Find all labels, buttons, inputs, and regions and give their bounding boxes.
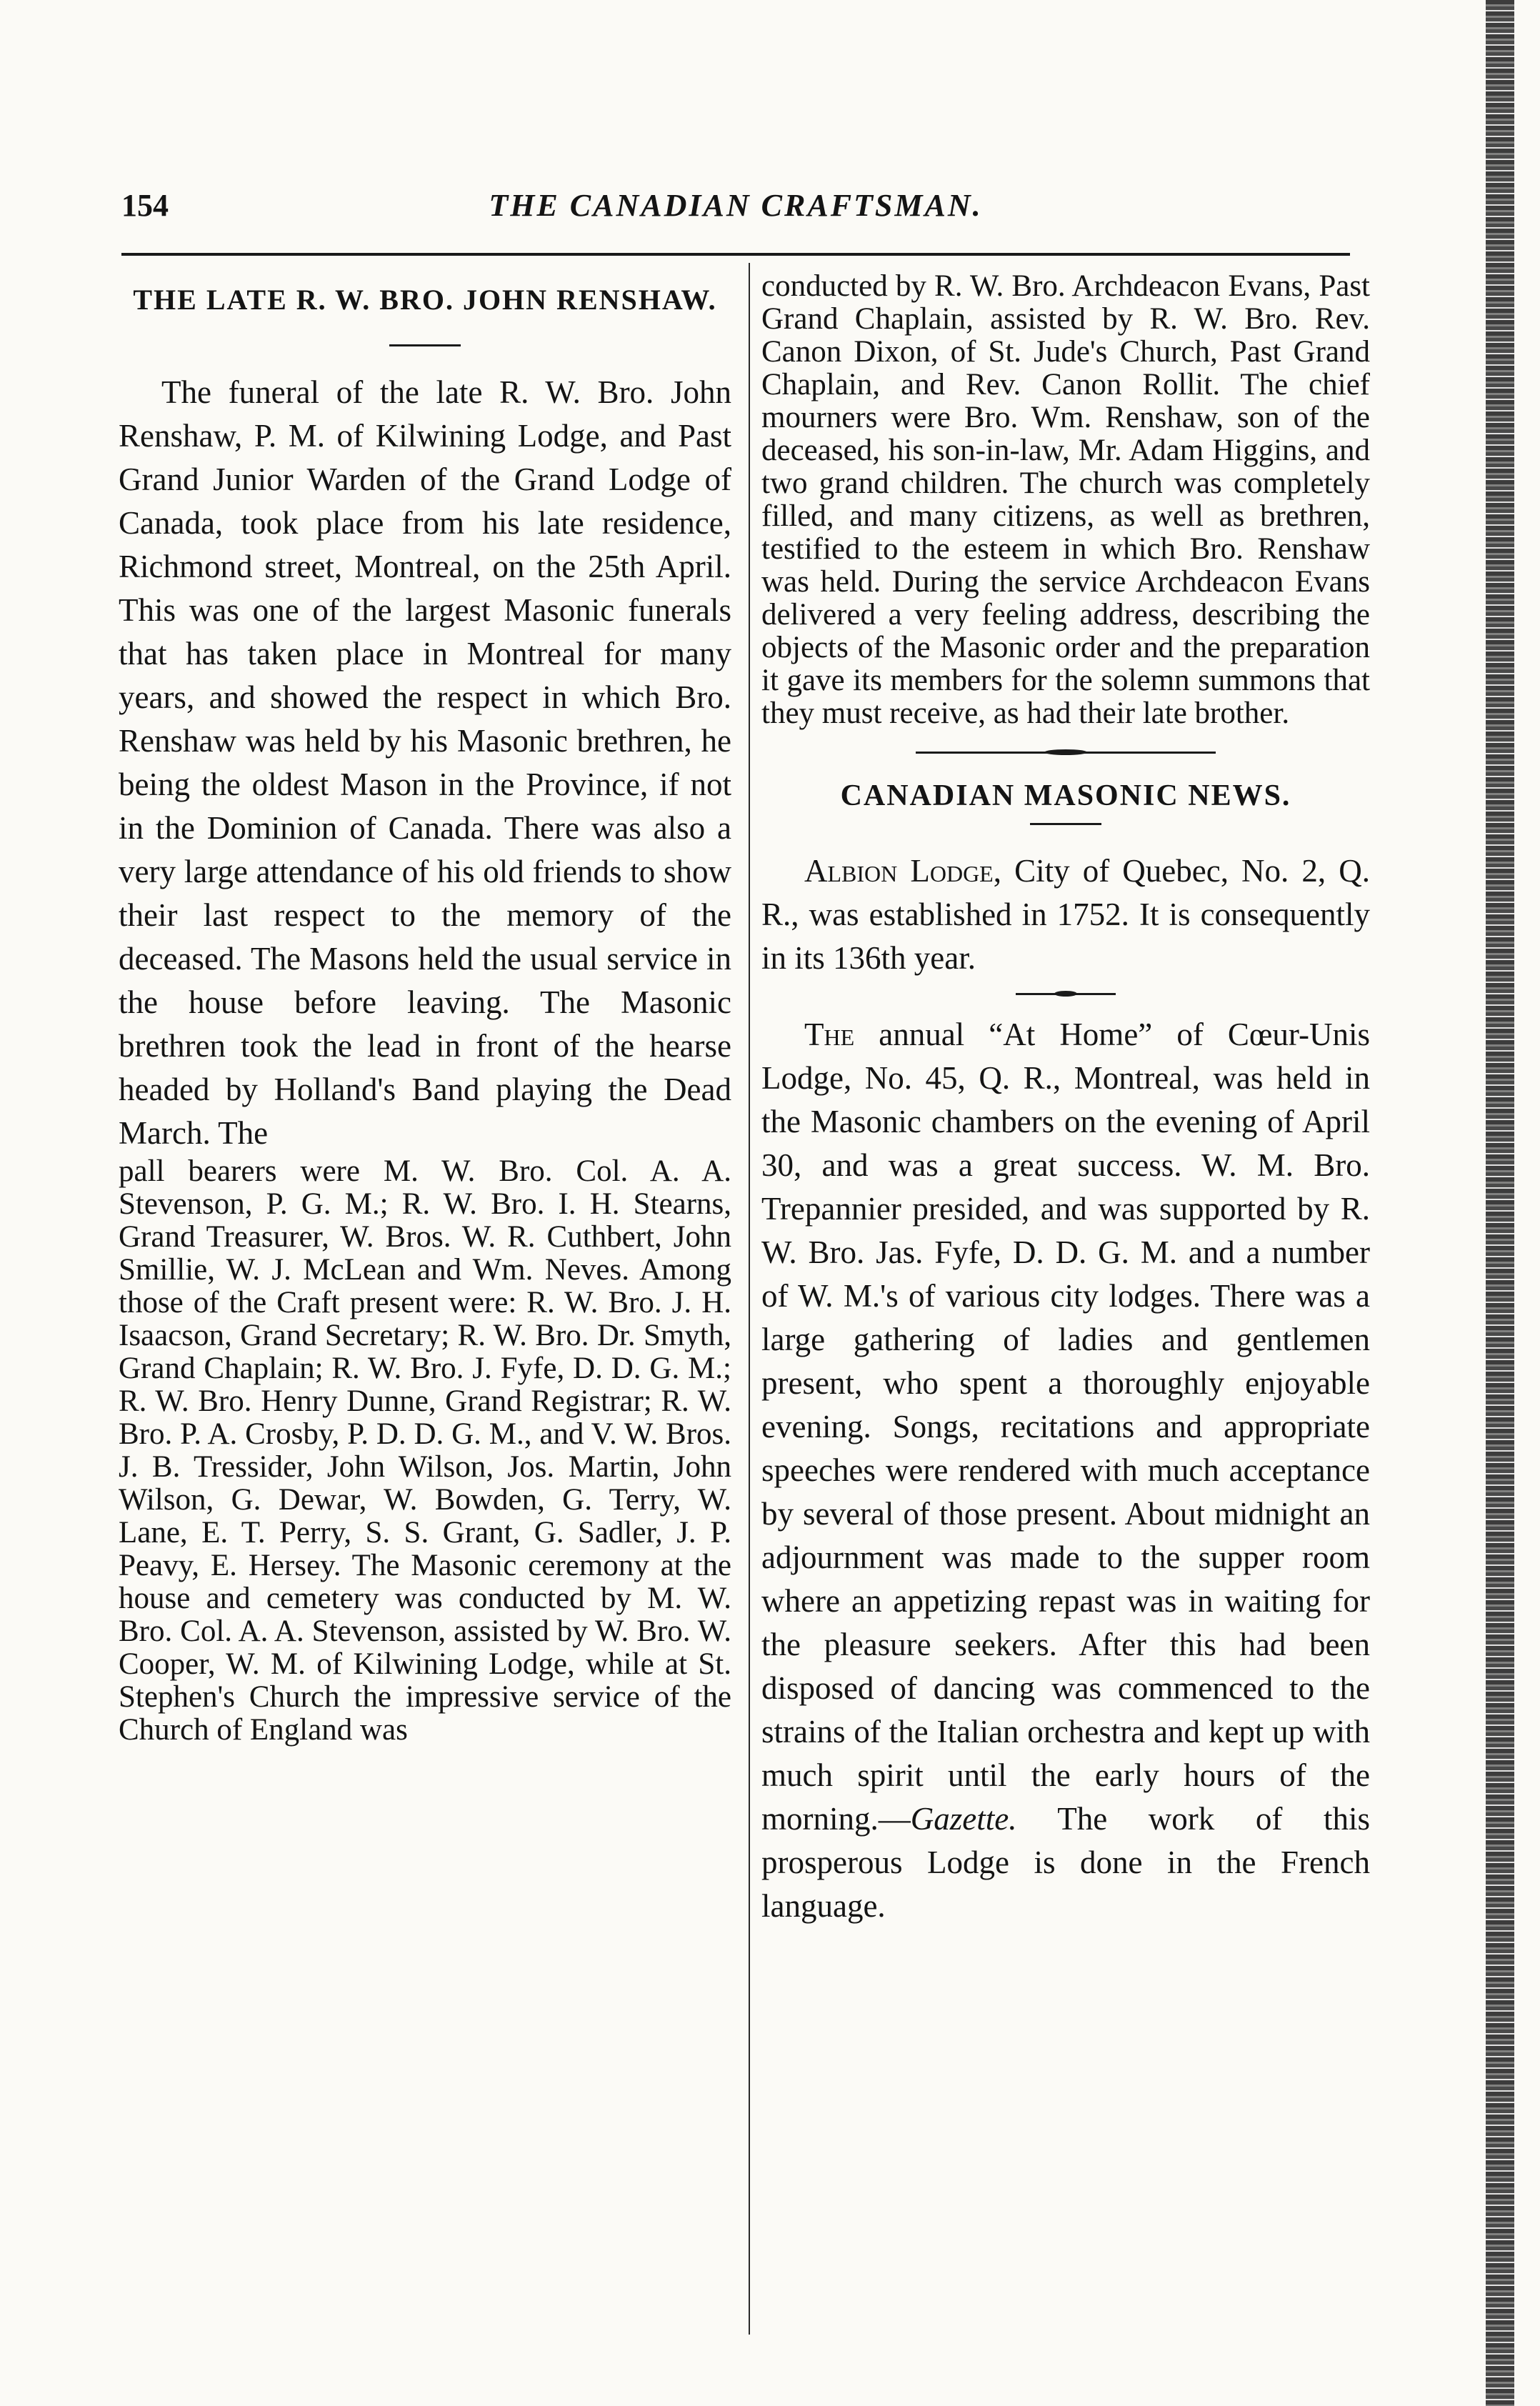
header-rule xyxy=(121,253,1350,256)
article-paragraph: The funeral of the late R. W. Bro. John Renshaw, P. M. of Kilwining Lodge, and Past Grand Junior Warden of the Grand Lodge of Canada, took place from his late residence, Richmond street, Montreal, on the 25th April. This was one of the largest Masonic funerals that has taken place in Montreal for many years, and showed the respect in which Bro. Renshaw was held by his Masonic brethren, he being the oldest Mason in the Province, if not in the Dominion of Canada. There was also a very large attendance of his old friends to show their last respect to the memory of the deceased. The Masons held the usual service in the house before leaving. The Masonic brethren took the lead in front of the hearse headed by Holland's Band playing the Dead March. The xyxy=(119,374,731,1151)
news-item-ending: The work of this prosperous Lodge is done in the French language. xyxy=(761,1801,1370,1924)
page-header xyxy=(121,187,1350,244)
article-paragraph-dense: pall bearers were M. W. Bro. Col. A. A. Stevenson, P. G. M.; R. W. Bro. I. H. Stearns, Grand Treasurer, W. Bros. W. R. Cuthbert, John Smillie, W. J. McLean and Wm. Neves. Among those of the Craft present were: R. W. Bro. J. H. Isaacson, Grand Secretary; R. W. Bro. Dr. Smyth, Grand Chaplain; R. W. Bro. J. Fyfe, D. D. G. M.; R. W. Bro. Henry Dunne, Grand Registrar; R. W. Bro. P. A. Crosby, P. D. D. G. M., and V. W. Bros. J. B. Tressider, John Wilson, Jos. Martin, John Wilson, G. Dewar, W. Bowden, G. Terry, W. Lane, E. T. Perry, S. S. Grant, G. Sadler, J. P. Peavy, E. Hersey. The Masonic ceremony at the house and cemetery was conducted by M. W. Bro. Col. A. A. Stevenson, assisted by W. Bro. W. Cooper, W. M. of Kilwining Lodge, while at St. Stephen's Church the impressive service of the Church of England was xyxy=(119,1154,731,1747)
left-column xyxy=(119,270,731,1747)
news-item-text: City of Quebec, No. 2, Q. R., was established in 1752. It is consequently in its 136th year. xyxy=(761,853,1370,976)
article-continuation: conducted by R. W. Bro. Archdeacon Evans, Past Grand Chaplain, assisted by R. W. Bro. Rev. Canon Dixon, of St. Jude's Church, Past Grand Chaplain, and Rev. Canon Rollit. The chief mourners were Bro. Wm. Renshaw, son of the deceased, his son-in-law, Mr. Adam Higgins, and two grand children. The church was completely filled, and many citizens, as well as brethren, testified to the esteem in which Bro. Renshaw was held. During the service Archdeacon Evans delivered a very feeling address, describing the objects of the Masonic order and the preparation it gave its members for the solemn summons that they must receive, as had their late brother. xyxy=(761,269,1370,730)
section-title-rule xyxy=(1030,823,1101,825)
column-divider xyxy=(749,263,750,2335)
title-rule xyxy=(389,344,461,346)
source-credit: Gazette. xyxy=(910,1801,1017,1837)
article-title: THE LATE R. W. BRO. JOHN RENSHAW. xyxy=(133,284,717,316)
section-separator xyxy=(916,750,1216,754)
item-separator xyxy=(1016,992,1116,996)
scan-edge-shadow xyxy=(1486,0,1514,2406)
page-number: 154 xyxy=(121,188,169,223)
news-item-albion xyxy=(761,849,1370,980)
news-item-coeur-unis xyxy=(761,1013,1370,1928)
news-item-text: annual “At Home” of Cœur-Unis Lodge, No. 45, Q. R., Montreal, was held in the Masonic chambers on the evening of April 30, and was a great success. W. M. Bro. Trepannier presided, and was supported by R. W. Bro. Jas. Fyfe, D. D. G. M. and a number of W. M.'s of various city lodges. There was a large gathering of ladies and gentlemen present, who spent a thoroughly enjoyable evening. Songs, recitations and appropriate speeches were rendered with much acceptance by several of those present. About midnight an adjournment was made to the supper room where an appetizing repast was in waiting for the pleasure seekers. After this had been disposed of dancing was commenced to the strains of the Italian orchestra and kept up with much spirit until the early hours of the morning.— xyxy=(761,1017,1370,1837)
section-title: CANADIAN MASONIC NEWS. xyxy=(840,779,1291,812)
news-item-lead: Albion Lodge, xyxy=(804,853,1001,889)
news-item-lead: The xyxy=(804,1017,855,1052)
running-title: THE CANADIAN CRAFTSMAN. xyxy=(489,188,983,223)
right-column xyxy=(761,270,1370,1928)
